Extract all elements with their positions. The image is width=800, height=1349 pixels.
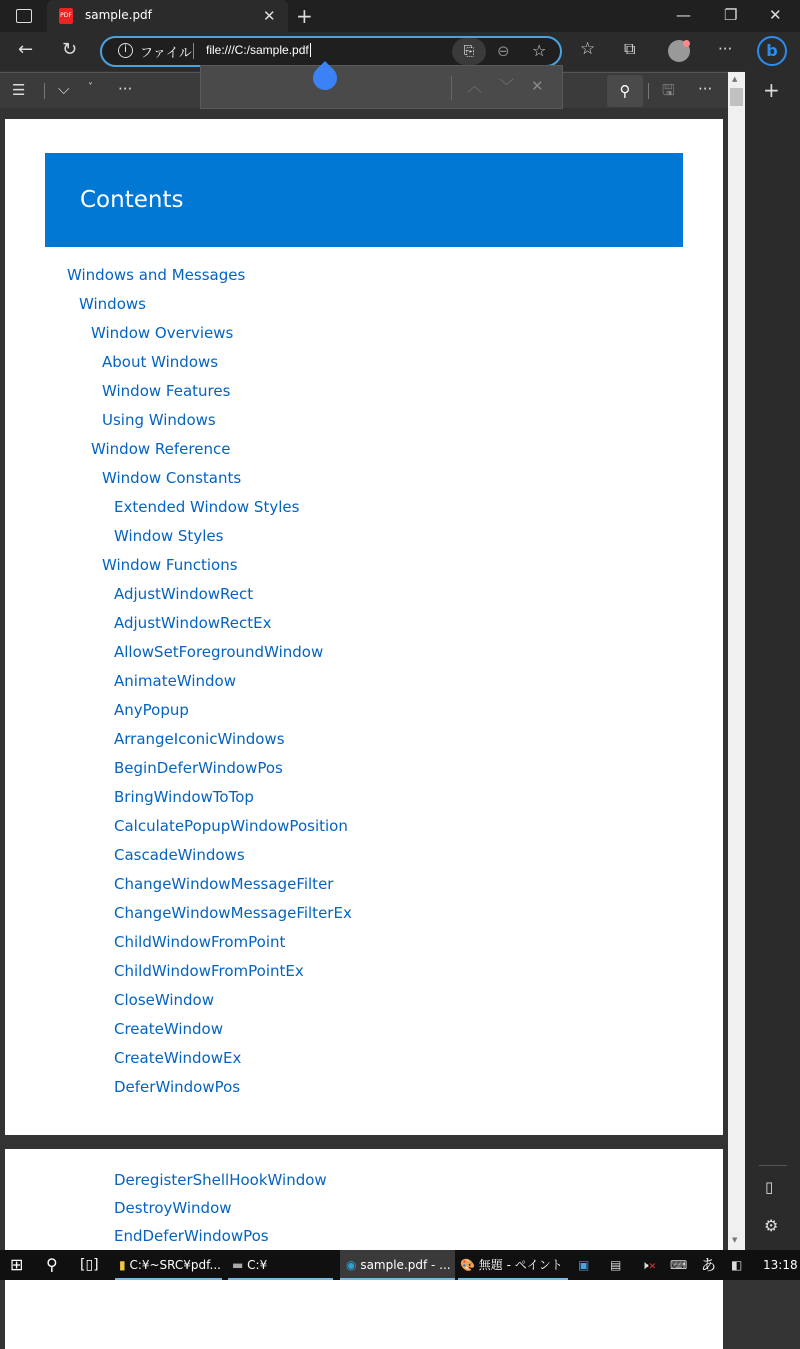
- table-of-contents-icon[interactable]: ☰: [12, 81, 26, 99]
- more-menu-icon[interactable]: ···: [718, 40, 733, 58]
- scrollbar[interactable]: [728, 72, 745, 1250]
- toc-link[interactable]: CalculatePopupWindowPosition: [114, 817, 348, 835]
- sidebar: [745, 32, 800, 1250]
- toc-link[interactable]: ArrangeIconicWindows: [114, 730, 285, 748]
- ime-indicator[interactable]: あ: [701, 1256, 717, 1274]
- taskbar-paint[interactable]: [458, 1250, 568, 1280]
- divider: [44, 83, 45, 99]
- toc-link[interactable]: Window Constants: [102, 469, 242, 487]
- volume-muted-icon[interactable]: 🕨✕: [641, 1258, 657, 1272]
- toc-link[interactable]: Extended Window Styles: [114, 498, 300, 516]
- taskbar: [0, 1250, 800, 1280]
- taskbar-drive-c[interactable]: [228, 1250, 333, 1280]
- chevron-down-icon[interactable]: ˅: [88, 82, 93, 93]
- site-info-label[interactable]: ファイル: [140, 46, 192, 61]
- divider: [648, 83, 649, 99]
- find-bar: [200, 65, 563, 109]
- taskbar-label: sample.pdf - ...: [360, 1258, 451, 1272]
- search-icon[interactable]: ⚲: [607, 75, 643, 107]
- toc-link[interactable]: Windows and Messages: [67, 266, 246, 284]
- zoom-out-icon[interactable]: ⊖: [497, 42, 510, 60]
- hide-sidebar-icon[interactable]: ▯: [765, 1178, 774, 1196]
- pdf-page-2: [5, 1149, 723, 1349]
- divider: [451, 76, 452, 100]
- bing-copilot-icon[interactable]: b: [757, 36, 787, 66]
- taskbar-explorer-src[interactable]: [115, 1250, 222, 1280]
- favorites-icon[interactable]: ☆: [580, 39, 596, 59]
- settings-gear-icon[interactable]: ⚙: [764, 1216, 779, 1235]
- toc-link[interactable]: DeregisterShellHookWindow: [114, 1171, 327, 1189]
- toc-link[interactable]: Windows: [79, 295, 146, 313]
- keyboard-icon[interactable]: ⌨: [670, 1258, 688, 1272]
- contents-header: [45, 153, 683, 247]
- toc-link[interactable]: CreateWindow: [114, 1020, 223, 1038]
- toc-link[interactable]: DeferWindowPos: [114, 1078, 241, 1096]
- address-bar[interactable]: [100, 36, 562, 67]
- taskbar-label: 無題 - ペイント: [478, 1258, 563, 1272]
- toc-link[interactable]: ChangeWindowMessageFilterEx: [114, 904, 352, 922]
- scroll-down-icon[interactable]: ▼: [732, 1236, 738, 1244]
- add-favorite-icon[interactable]: ☆: [532, 41, 547, 60]
- toc-link[interactable]: Using Windows: [102, 411, 216, 429]
- next-match-icon[interactable]: ﹀: [499, 77, 515, 95]
- minimize-icon[interactable]: —: [676, 6, 691, 24]
- toc-link[interactable]: Window Functions: [102, 556, 238, 574]
- tab-title: sample.pdf: [85, 8, 152, 22]
- back-icon[interactable]: ←: [18, 39, 34, 60]
- toc-link[interactable]: ChildWindowFromPoint: [114, 933, 286, 951]
- info-icon[interactable]: i: [118, 43, 133, 58]
- toc-link[interactable]: AdjustWindowRectEx: [114, 614, 272, 632]
- close-window-icon[interactable]: ✕: [769, 6, 782, 24]
- pdf-file-icon: PDF: [59, 8, 73, 24]
- add-sidebar-icon[interactable]: +: [763, 78, 780, 102]
- search-icon[interactable]: ⚲: [46, 1255, 58, 1274]
- divider: [193, 43, 194, 59]
- highlight-icon[interactable]: ⌵: [58, 80, 70, 98]
- close-tab-icon[interactable]: ✕: [263, 7, 276, 25]
- url-input[interactable]: file:///C:/sample.pdf: [206, 43, 309, 57]
- restore-icon[interactable]: ❐: [724, 6, 738, 24]
- network-warning-icon[interactable]: ▤: [610, 1258, 622, 1272]
- toc-link[interactable]: Window Overviews: [91, 324, 234, 342]
- new-tab-icon[interactable]: +: [296, 4, 313, 28]
- pdf-viewer: [0, 108, 728, 1250]
- read-aloud-icon[interactable]: ⎘: [452, 38, 486, 65]
- scroll-up-icon[interactable]: ▲: [732, 75, 738, 83]
- profile-avatar[interactable]: [668, 40, 690, 62]
- edge-icon: ◉: [346, 1258, 357, 1272]
- toc-link[interactable]: AnimateWindow: [114, 672, 236, 690]
- toc-link[interactable]: CascadeWindows: [114, 846, 245, 864]
- toc-link[interactable]: ChildWindowFromPointEx: [114, 962, 304, 980]
- workspaces-icon[interactable]: [16, 9, 32, 23]
- toc-link[interactable]: Window Features: [102, 382, 231, 400]
- taskbar-edge[interactable]: [340, 1250, 455, 1280]
- notification-icon[interactable]: ◧: [731, 1258, 743, 1272]
- task-view-icon[interactable]: [▯]: [80, 1257, 99, 1273]
- drive-icon: ▬: [232, 1258, 244, 1272]
- clock[interactable]: 13:18: [763, 1258, 798, 1272]
- divider: [759, 1165, 787, 1166]
- toc-link[interactable]: AllowSetForegroundWindow: [114, 643, 324, 661]
- toc-link[interactable]: BringWindowToTop: [114, 788, 254, 806]
- refresh-icon[interactable]: ↻: [62, 39, 78, 60]
- toc-link[interactable]: About Windows: [102, 353, 219, 371]
- toc-link[interactable]: CreateWindowEx: [114, 1049, 242, 1067]
- tab-sample-pdf[interactable]: [47, 0, 288, 32]
- scroll-thumb[interactable]: [730, 88, 743, 106]
- toc-link[interactable]: EndDeferWindowPos: [114, 1227, 269, 1245]
- toc-link[interactable]: DestroyWindow: [114, 1199, 232, 1217]
- pdf-more-icon[interactable]: ···: [698, 80, 713, 98]
- previous-match-icon[interactable]: ︿: [467, 77, 483, 95]
- toc-link[interactable]: Window Reference: [91, 440, 231, 458]
- folder-icon: ▮: [119, 1258, 126, 1272]
- toc-link[interactable]: BeginDeferWindowPos: [114, 759, 283, 777]
- toc-link[interactable]: AnyPopup: [114, 701, 189, 719]
- toc-link[interactable]: Window Styles: [114, 527, 224, 545]
- toc-link[interactable]: ChangeWindowMessageFilter: [114, 875, 334, 893]
- paint-icon: 🎨: [460, 1258, 475, 1272]
- taskbar-label: C:¥~SRC¥pdf...: [129, 1258, 221, 1272]
- toc-link[interactable]: CloseWindow: [114, 991, 215, 1009]
- more-tools-icon[interactable]: ···: [118, 80, 133, 98]
- toc-link[interactable]: AdjustWindowRect: [114, 585, 254, 603]
- taskbar-label: C:¥: [247, 1258, 268, 1272]
- save-icon[interactable]: 🖫: [662, 81, 675, 99]
- app-tray-icon[interactable]: ▣: [578, 1258, 590, 1272]
- windows-start-icon[interactable]: ⊞: [10, 1255, 24, 1274]
- close-find-icon[interactable]: ✕: [531, 77, 544, 95]
- pdf-page-1: [5, 119, 723, 1135]
- contents-title: Contents: [80, 187, 184, 213]
- collections-icon[interactable]: ⧉: [624, 39, 636, 58]
